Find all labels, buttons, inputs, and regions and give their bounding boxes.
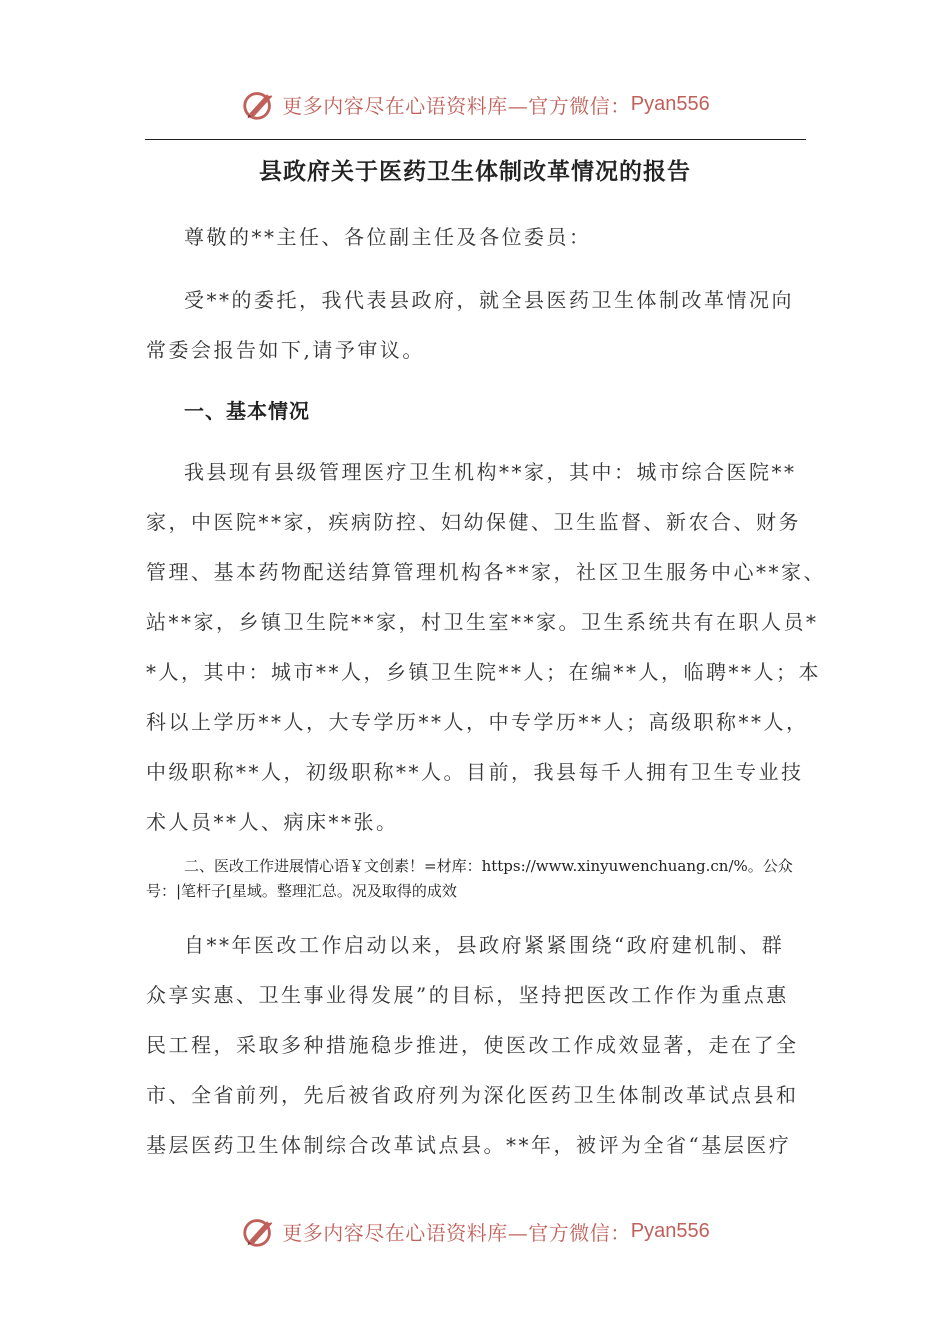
pen-logo-icon [240,1212,278,1250]
intro-line: 受**的委托，我代表县政府，就全县医药卫生体制改革情况向 [184,288,794,312]
section-1-line: 中级职称**人，初级职称**人。目前，我县每千人拥有卫生专业技 [146,760,804,784]
section-2-heading: 号：|笔杆子[星域。整理汇总。况及取得的成效 [146,882,457,900]
section-1-line: *人，其中：城市**人，乡镇卫生院**人；在编**人，临聘**人；本 [146,660,821,684]
pen-logo-icon [240,85,278,123]
section-2-line: 市、全省前列，先后被省政府列为深化医药卫生体制改革试点县和 [146,1083,799,1107]
banner-text: 更多内容尽在心语资料库—官方微信： [282,1220,631,1245]
section-1-line: 站**家，乡镇卫生院**家，村卫生室**家。卫生系统共有在职人员* [146,610,819,634]
section-2-line: 众享实惠、卫生事业得发展”的目标，坚持把医改工作作为重点惠 [146,983,789,1007]
header-banner [0,84,950,124]
banner-text: 更多内容尽在心语资料库—官方微信： [282,93,631,118]
banner-wechat-id: Pyan556 [630,1219,710,1242]
section-2-line: 自**年医改工作启动以来，县政府紧紧围绕“政府建机制、群 [184,933,785,957]
section-1-line: 管理、基本药物配送结算管理机构各**家，社区卫生服务中心**家、 [146,560,826,584]
footer-banner [0,1211,950,1251]
section-2-heading: 二、医改工作进展情心语￥文创素！=材库：https://www.xinyuwenchuang.cn/%。公众 [184,857,793,875]
banner-wechat-id: Pyan556 [630,92,710,115]
section-1-line: 我县现有县级管理医疗卫生机构**家，其中：城市综合医院** [184,460,797,484]
section-2-line: 基层医药卫生体制综合改革试点县。**年，被评为全省“基层医疗 [146,1133,792,1157]
section-1-heading: 一、基本情况 [184,399,310,423]
section-2-line: 民工程，采取多种措施稳步推进，使医改工作成效显著，走在了全 [146,1033,799,1057]
intro-line: 常委会报告如下,请予审议。 [146,338,425,362]
header-divider [145,139,806,140]
document-title: 县政府关于医药卫生体制改革情况的报告 [259,158,691,185]
salutation: 尊敬的**主任、各位副主任及各位委员： [184,225,592,249]
section-1-line: 家，中医院**家，疾病防控、妇幼保健、卫生监督、新农合、财务 [146,510,801,534]
section-1-line: 术人员**人、病床**张。 [146,810,399,834]
section-1-line: 科以上学历**人，大专学历**人，中专学历**人；高级职称**人， [146,710,809,734]
